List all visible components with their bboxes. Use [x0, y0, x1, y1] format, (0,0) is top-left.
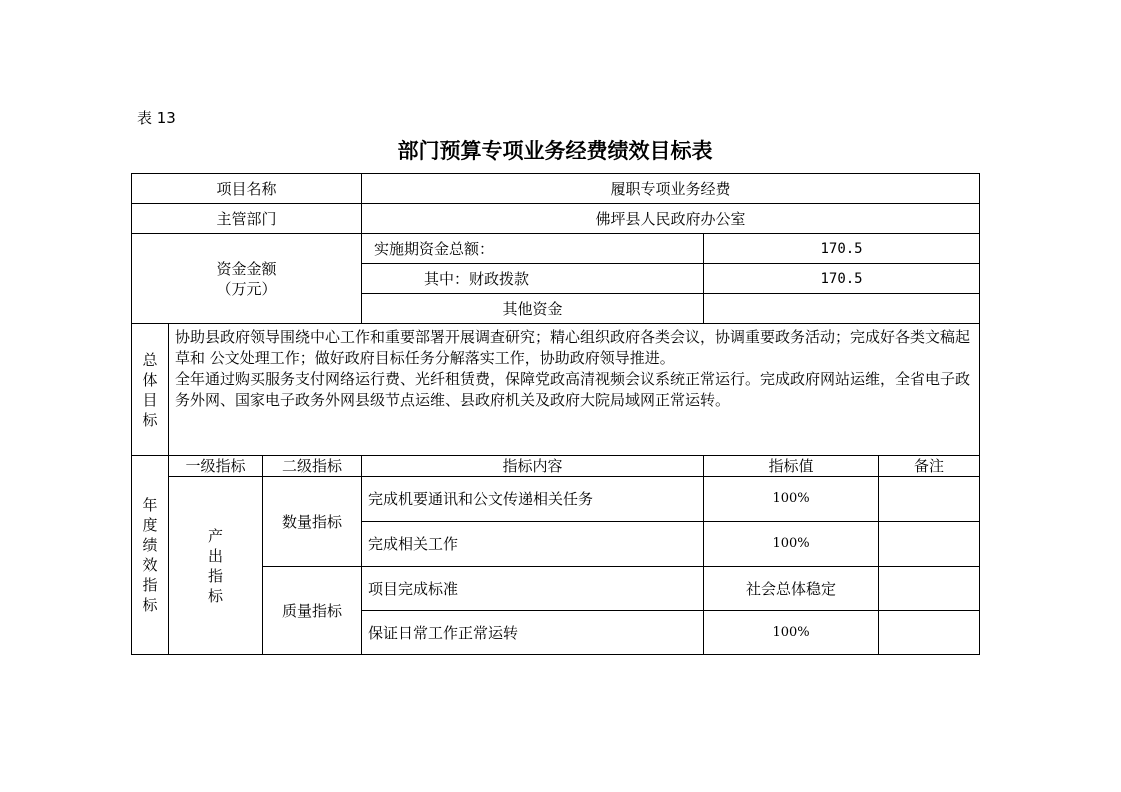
funds-total-label: 实施期资金总额： [362, 234, 704, 264]
indicator-remark [879, 611, 980, 655]
goal-label-char: 总 [142, 350, 158, 369]
indicator-remark [879, 522, 980, 567]
funds-fiscal-label: 其中：财政拨款 [362, 264, 704, 294]
section-label-char: 标 [142, 596, 158, 614]
indicator-remark [879, 477, 980, 522]
level1-char: 出 [207, 546, 223, 565]
level1-char: 产 [207, 526, 223, 545]
project-name-value: 履职专项业务经费 [362, 174, 980, 204]
indicator-value: 100% [704, 611, 879, 655]
table-row [132, 456, 980, 477]
department-value: 佛坪县人民政府办公室 [362, 204, 980, 234]
overall-goal-label [132, 324, 169, 456]
table-row [132, 477, 980, 522]
level2-quantity-indicator: 数量指标 [263, 477, 362, 567]
goal-paragraph: 协助县政府领导围绕中心工作和重要部署开展调查研究；精心组织政府各类会议，协调重要政务活动；完成好各类文稿起草和 公文处理工作；做好政府目标任务分解落实工作，协助政府领导推进。 [175, 328, 971, 367]
table-row [132, 324, 980, 456]
funds-other-label: 其他资金 [362, 294, 704, 324]
table-row [132, 234, 980, 264]
header-level2: 二级指标 [263, 456, 362, 477]
header-remark: 备注 [879, 456, 980, 477]
department-label: 主管部门 [132, 204, 362, 234]
header-content: 指标内容 [362, 456, 704, 477]
level2-quality-indicator: 质量指标 [263, 567, 362, 655]
header-level1: 一级指标 [169, 456, 263, 477]
overall-goal-text [169, 324, 980, 456]
section-label-char: 绩 [142, 536, 158, 554]
section-label-char: 度 [142, 516, 158, 534]
funds-label [132, 234, 362, 324]
indicator-content: 完成机要通讯和公文传递相关任务 [362, 477, 704, 522]
level1-output-indicator [169, 477, 263, 655]
funds-fiscal-value: 170.5 [704, 264, 980, 294]
table-number: 表 13 [137, 109, 176, 127]
indicator-content: 保证日常工作正常运转 [362, 611, 704, 655]
indicator-content: 项目完成标准 [362, 567, 704, 611]
section-label-char: 年 [142, 496, 158, 514]
funds-total-value: 170.5 [704, 234, 980, 264]
table-row [132, 204, 980, 234]
goal-paragraph: 全年通过购买服务支付网络运行费、光纤租赁费，保障党政高清视频会议系统正常运行。完成政府网站运维，全省电子政务外网、国家电子政务外网县级节点运维、县政府机关及政府大院局域网正常运转。 [175, 370, 971, 409]
level1-char: 指 [207, 566, 223, 585]
indicator-value: 社会总体稳定 [704, 567, 879, 611]
section-label-char: 效 [142, 556, 158, 574]
indicator-value: 100% [704, 477, 879, 522]
annual-indicators-label [132, 456, 169, 655]
indicator-content: 完成相关工作 [362, 522, 704, 567]
header-value: 指标值 [704, 456, 879, 477]
funds-label-line2: （万元） [216, 279, 277, 298]
performance-target-table [131, 173, 980, 655]
project-name-label: 项目名称 [132, 174, 362, 204]
funds-other-value [704, 294, 980, 324]
document-title: 部门预算专项业务经费绩效目标表 [397, 138, 713, 163]
goal-label-char: 体 [142, 370, 158, 389]
funds-label-line1: 资金金额 [216, 259, 277, 278]
table-row [132, 174, 980, 204]
goal-label-char: 标 [142, 410, 158, 429]
section-label-char: 指 [142, 576, 158, 594]
goal-label-char: 目 [142, 390, 158, 409]
level1-char: 标 [207, 586, 223, 605]
indicator-value: 100% [704, 522, 879, 567]
indicator-remark [879, 567, 980, 611]
